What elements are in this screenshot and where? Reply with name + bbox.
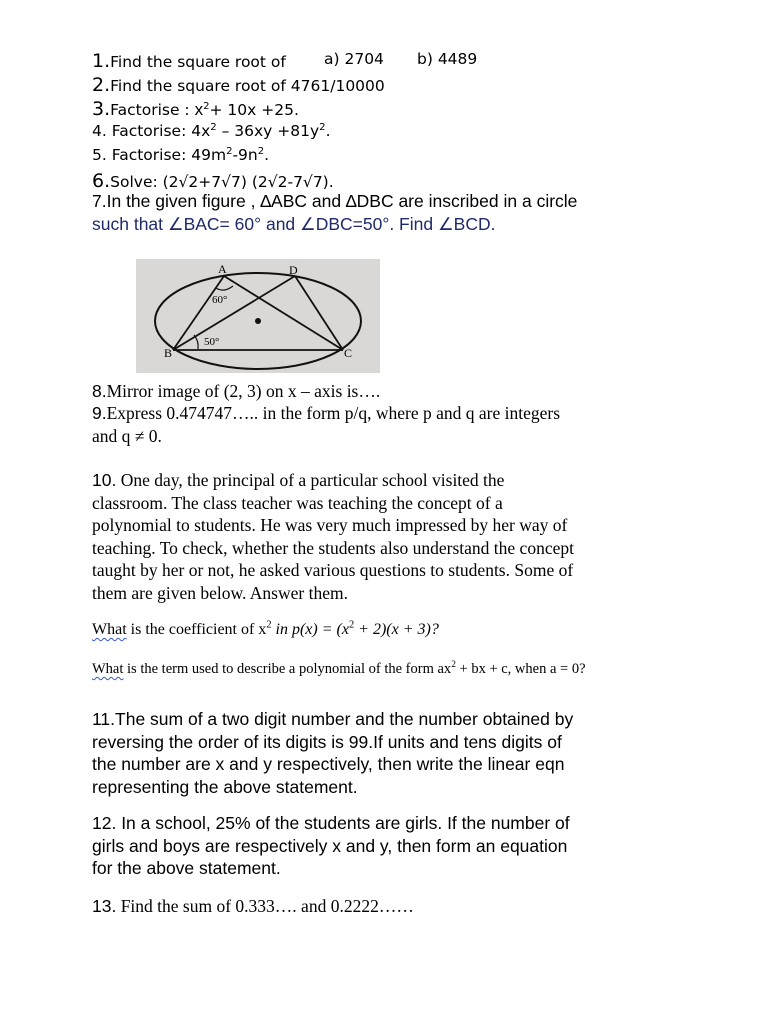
exponent: 2 bbox=[451, 660, 456, 671]
paragraph-line: representing the above statement. bbox=[92, 776, 358, 797]
exponent: 2 bbox=[210, 121, 217, 133]
question-10-sub-2 bbox=[92, 661, 586, 678]
expression: x bbox=[194, 100, 204, 119]
question-12 bbox=[92, 812, 570, 880]
question-8 bbox=[92, 381, 380, 402]
circle-triangle-figure bbox=[136, 259, 380, 373]
question-text: and q ≠ 0. bbox=[92, 425, 162, 446]
exponent: 2 bbox=[257, 145, 265, 157]
question-number: 8. bbox=[92, 381, 107, 401]
question-text: Factorise : bbox=[110, 101, 195, 119]
paragraph-line: classroom. The class teacher was teaching the concept of a bbox=[92, 492, 503, 513]
exponent: 2 bbox=[319, 121, 326, 133]
label-c: C bbox=[344, 346, 353, 360]
question-text: In the given figure , ∆ABC and ∆DBC are inscribed in a circle bbox=[106, 191, 578, 211]
question-text: 5. Factorise: 49m bbox=[92, 146, 227, 164]
sub-question-text: is the term used to describe a polynomial of the form ax bbox=[123, 661, 452, 677]
paragraph-line: teaching. To check, whether the students also understand the concept bbox=[92, 537, 574, 558]
question-10 bbox=[92, 469, 574, 604]
question-9 bbox=[92, 402, 560, 447]
paragraph-line: 12. In a school, 25% of the students are girls. If the number of bbox=[92, 813, 570, 833]
paragraph-line: for the above statement. bbox=[92, 858, 281, 878]
question-text: . bbox=[264, 146, 270, 164]
paragraph-line: girls and boys are respectively x and y, then form an equation bbox=[92, 835, 568, 856]
question-5 bbox=[92, 146, 269, 164]
question-number: 1. bbox=[92, 50, 111, 72]
question-text: Find the square root of bbox=[110, 53, 286, 71]
question-text: . bbox=[325, 122, 331, 140]
sub-question-text: in p(x) = (x bbox=[271, 621, 349, 638]
question-text: Mirror image of (2, 3) on x – axis is…. bbox=[106, 381, 381, 401]
question-6 bbox=[92, 170, 334, 192]
paragraph-line: taught by her or not, he asked various questions to students. Some of bbox=[92, 560, 574, 580]
question-text: Express 0.474747….. in the form p/q, where p and q are integers bbox=[106, 403, 561, 423]
paragraph-line: polynomial to students. He was very much impressed by her way of bbox=[92, 515, 568, 535]
question-10-sub-1 bbox=[92, 621, 439, 639]
label-b: B bbox=[164, 346, 173, 360]
question-4 bbox=[92, 122, 331, 140]
paragraph-line: reversing the order of its digits is 99.If units and tens digits of bbox=[92, 731, 562, 752]
question-number: 13. bbox=[92, 896, 117, 916]
expression: + 10x +25. bbox=[209, 101, 299, 119]
option-a: a) 2704 bbox=[324, 50, 384, 68]
question-1 bbox=[92, 50, 478, 72]
question-text: – 36xy +81y bbox=[216, 122, 320, 140]
question-number: 7. bbox=[92, 191, 107, 211]
question-2 bbox=[92, 74, 385, 96]
sub-question-text: + bx + c, when a = 0? bbox=[455, 661, 586, 677]
question-text: Find the square root of 4761/10000 bbox=[110, 77, 385, 95]
paragraph-line: the number are x and y respectively, then write the linear eqn bbox=[92, 754, 565, 774]
exponent: 2 bbox=[266, 619, 272, 631]
angle-label-bac: 60° bbox=[212, 294, 228, 306]
angle-label-dbc: 50° bbox=[204, 336, 220, 348]
exponent: 2 bbox=[348, 619, 355, 631]
option-b: b) 4489 bbox=[417, 50, 478, 68]
question-7 bbox=[92, 190, 577, 235]
sub-question-lead: What bbox=[92, 661, 124, 677]
question-text: Find the sum of 0.333…. and 0.2222…… bbox=[116, 896, 414, 916]
question-text: such that ∠BAC= 60° and ∠DBC=50°. Find ∠BCD. bbox=[92, 213, 496, 234]
paragraph-line: them are given below. Answer them. bbox=[92, 582, 348, 603]
question-3 bbox=[92, 98, 299, 120]
paragraph-line: One day, the principal of a particular school visited the bbox=[116, 470, 505, 490]
question-11 bbox=[92, 708, 573, 798]
center-point bbox=[255, 318, 261, 324]
sub-question-text: + 2)(x + 3)? bbox=[354, 621, 439, 638]
question-text: -9n bbox=[232, 146, 258, 164]
question-text: Solve: (2√2+7√7) (2√2-7√7). bbox=[110, 173, 334, 191]
question-number: 6. bbox=[92, 170, 111, 192]
question-number: 3. bbox=[92, 98, 111, 120]
sub-question-lead: What bbox=[92, 621, 127, 638]
question-number: 9. bbox=[92, 403, 107, 423]
exponent: 2 bbox=[203, 100, 210, 112]
question-text: 4. Factorise: 4x bbox=[92, 122, 211, 140]
sub-question-text: is the coefficient of x bbox=[126, 621, 267, 638]
question-number: 2. bbox=[92, 74, 111, 96]
label-a: A bbox=[218, 262, 227, 276]
question-number: 10. bbox=[92, 470, 117, 490]
exponent: 2 bbox=[226, 145, 233, 157]
question-13 bbox=[92, 896, 414, 917]
label-d: D bbox=[289, 263, 298, 277]
paragraph-line: 11.The sum of a two digit number and the number obtained by bbox=[92, 709, 574, 729]
